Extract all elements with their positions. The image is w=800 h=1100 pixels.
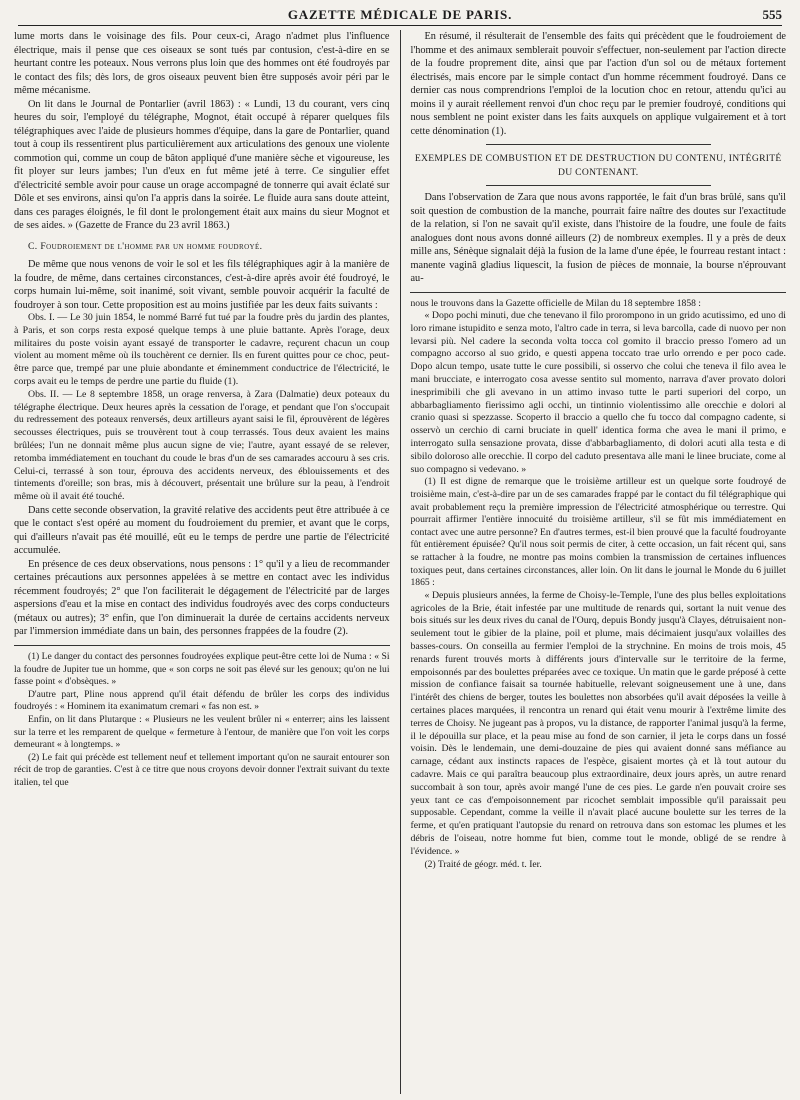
paragraph: On lit dans le Journal de Pontarlier (avril 1863) : « Lundi, 13 du courant, vers cinq heures du soir, l'employé du télégraphe, Mognot, était occupé à réparer quelques fils télégraphiques avec l'aide de plusieurs hommes d'équipe, dans la gare de Pontarlier, quand tout à coup ils ressentirent plus particulièrement aux articulations des genoux une violente commotion qui, comme un coup de bâton appliqué d'une manière sèche et vigoureuse, les fit ployer sur leurs jambes; l'un d'eux en fut même jeté à terre. Ce singulier effet d'électricité semble avoir pour cause un orage accompagné de tonnerre qui avait éclaté sur Dôle et ses environs, ainsi qu'on l'a appris dans la soirée. Le fluide aura sans doute atteint, dans ces parages éloignés, le fil dont le prolongement était aux mains du sieur Mognot et de ses aides. » (Gazette de France du 23 avril 1863.) [14,98,390,231]
right-column [410,30,786,1094]
footnote-2: (2) Traité de géogr. méd. t. Ier. [424,858,542,870]
footnotes [410,298,786,872]
journal-title: GAZETTE MÉDICALE DE PARIS. [287,7,513,22]
two-column-body [14,30,786,1094]
paragraph: Dans cette seconde observation, la gravité relative des accidents peut être attribuée à ce que le contact s'est opéré au moment du foudroiement du premier, et avant que le corps, qui d'ailleurs n'avait pas été mouillé, eût eu le temps de perdre une partie de l'électricité accumulée. [14,504,390,557]
italian-quotation: « Dopo pochi minuti, due che tenevano il filo prorompono in un grido acutissimo, ed uno di loro rimane istupidito e senza moto, l'altro cade in terra, si leva barcolla, cade di nuovo per non levarsi più. Nel cadere la seconda volta tocca col gomito il braccio presso l'omero ad un compagno accorso al suo grido, e questi appena toccato trae urlo orrendo e per poco cade. Dopo alcun tempo, usate tutte le cure possibili, si osservo che colui che teneva il filo avea le mani brucciate, e interrogato cosa avesse sentito sul momento, narrava d'aver provato dolori inesprimibili che gli avevano in un attimo invaso tutte le parti superiori del corpo, un abbarbagliamento fierissimo agli occhi, un tintinnio violentissimo alle orecchie e dolori al cranio quasi si spezzasse. Scoperto il braccio a quello che fu tocco dal compagno cadente, si osservò un cerchio di carni bruciate in quell' identica forma che avea le mani il primo, e interrogato sulla sensazione provata, disse d'abbarbagliamento, di dolori acuti alla testa e di sibilo doloroso alle orecchie. Il corpo del caduto presentava alle mani le linee bruciate, come al suo compagno si vedevano. » [410,310,786,475]
paragraph: De même que nous venons de voir le sol et les fils télégraphiques agir à la manière de la foudre, de même, dans certaines circonstances, c'est-à-dire après avoir été foudroyé, le corps humain lui-même, soit inanimé, soit vivant, semble pouvoir acquérir la faculté de foudroyer à son tour. Cette proposition est au moins justifiée par les deux faits suivants : [14,259,390,311]
footnote-divider [14,645,390,646]
observation-1: Obs. I. — Le 30 juin 1854, le nommé Barré fut tué par la foudre près du jardin des plantes, à Paris, et son corps resta exposé quelque temps à une pluie battante. Après l'orage, deux militaires du poste voisin ayant essayé de transporter le cadavre, reçurent chacun un coup violent au moment même où ils touchèrent ce dernier. Ils en furent quittes pour ce choc, peut-être parce que, trempé par une pluie abondante et éminemment conductrice de l'électricité, le corps avait eu le temps de perdre une partie du fluide (1). [14,312,390,387]
page-number: 555 [762,7,782,22]
section-heading: C. Foudroiement de l'homme par un homme foudroyé. [28,240,263,252]
observation-2: Obs. II. — Le 8 septembre 1858, un orage renversa, à Zara (Dalmatie) deux poteaux du télégraphe électrique. Deux heures après la cessation de l'orage, et pendant que l'on s'occupait du redressement des poteaux renversés, deux artilleurs ayant saisi le fil, éprouvèrent de légères secousses électriques, puis se trouvèrent tout à coup terrassés. Tous deux avaient les mains brûlées; l'un ne donnait même plus aucun signe de vie; l'autre, ayant essayé de se relever, retomba immédiatement en touchant du coude le bras d'un de ses camarades accouru à ses cris. Celui-ci, terrassé à son tour, éprouva des accidents nerveux, des éblouissements et des tintements d'oreille; son bras, mis à découvert, présentait une brûlure sur la peau, à l'endroit même où il avait été touché. [14,388,390,503]
footnote-1: (1) Il est digne de remarque que le troisième artilleur est un quelque sorte foudroyé de troisième main, c'est-à-dire par un de ses camarades frappé par le contact du fil télégraphique qui avait probablement reçu la première impression de l'électricité atmosphérique ou terrestre. Qui pourrait affirmer l'entière innocuité du troisième artilleur, s'il se fût mis immédiatement en contact avec une autre personne? En d'autres termes, est-il bien prouvé que la faculté foudroyante fût entièrement épuisée? Qu'il nous soit permis de citer, à cette occasion, un fait récent qui, sans se rattacher à la foudre, ne montre pas moins combien la transmission de certaines influences toxiques peut, dans certaines circonstances, aller loin. On lit dans le journal le Monde du 6 juillet 1865 : [410,476,786,589]
section-heading: EXEMPLES DE COMBUSTION ET DE DESTRUCTION DU CONTENU, INTÉGRITÉ DU CONTENANT. [414,153,782,178]
footnote-continuation: nous le trouvons dans la Gazette officielle de Milan du 18 septembre 1858 : [410,297,701,309]
paragraph: Dans l'observation de Zara que nous avons rapportée, le fait d'un bras brûlé, sans qu'il soit question de combustion de la manche, pourrait faire naître des doutes sur l'exactitude de la relation, si l'on ne savait qu'il existe, dans l'histoire de la foudre, une foule de faits analogues dont nous avons donné ailleurs (2) de nombreux exemples. Il y a près de deux mille ans, Sénèque signalait déjà la fusion de la lame d'une épée, le fourreau restant intact : manente vaginâ gladius liquescit, la fusion de pièces de monnaie, la bourse n'éprouvant au- [410,192,786,284]
section-divider [486,185,711,186]
left-column [14,30,390,1094]
footnote-1-continued: D'autre part, Pline nous apprend qu'il était défendu de brûler les corps des individus foudroyés : « Hominem ita exanimatum cremari « fas non est. » [14,688,390,713]
quoted-news-item: « Depuis plusieurs années, la ferme de Choisy-le-Temple, l'une des plus belles exploitations agricoles de la Brie, était infestée par une multitude de renards qui, sortant la nuit venue des bois situés sur les deux rives du canal de l'Ourq, depuis Bondy jusqu'à Clayes, détruisaient non-seulement tout le gibier de la plaine, poil et plume, mais décimaient jusqu'aux volailles des basses-cours. On conseilla au fermier l'emploi de la strychnine. En moins de trois mois, 45 renards furent trouvés morts à différents jours d'intervalle sur le territoire de la ferme, empoisonnés par des boulettes préparées avec ce toxique. Un matin que le garde préposé à cette mission de confiance faisait sa tournée habituelle, relevant soigneusement une à une, dans l'intérêt des chiens de berger, toutes les boulettes non absorbées qu'il avait déposées la veille à certaines places marquées, il rencontra un renard qui était venu mourir à l'extrême limite des terres de Choisy. Ne jugeant pas à propos, vu la distance, de rapporter l'animal jusqu'à la ferme, il le dépouilla sur place, et la peau mise au fond de son carnier, il jeta le corps dans un fossé voisin. Dès le lendemain, une demi-douzaine de pies qui avaient donné sans méfiance au carnage, cédant aux instincts rapaces de l'espèce, gisaient mortes çà et là tout autour du cadavre. Mais ce qui paraîtra beaucoup plus extraordinaire, deux jours après, un autre renard succombait à son tour, après avoir mangé l'une de ces pies. Le garde n'en pouvait croire ses yeux tant ce cas d'empoisonnement par ricochet semblait impossible qu'il paraissait peu supposable. Cependant, comme la veille il n'avait placé aucune boulette sur les terres de la ferme, et qu'en pratiquant l'autopsie du renard on retrouva dans son estomac les plumes et les débris de l'oiseau, notre homme fut bien, comme tout le monde, obligé de se rendre à l'évidence. » [410,589,786,857]
footnotes [14,651,390,790]
running-head [18,6,782,26]
footnote-1: (1) Le danger du contact des personnes foudroyées explique peut-être cette loi de Numa : « Si la foudre de Jupiter tue un homme, que « son corps ne soit pas élevé sur les genoux; qu'on ne lui fasse point « d'obsèques. » [14,650,390,688]
column-divider [400,30,401,1094]
section-divider [486,144,711,145]
footnote-1-continued: Enfin, on lit dans Plutarque : « Plusieurs ne les veulent brûler ni « enterrer; ains les laissent sur la terre et les remparent de quelque « fermeture à l'entour, de manière que l'on voit les corps demeurant « à longtemps. » [14,713,390,751]
footnote-divider [410,292,786,293]
paragraph: En présence de ces deux observations, nous pensons : 1° qu'il y a lieu de recommander certaines précautions aux personnes appelées à se mettre en contact avec les individus récemment foudroyés; 2° que l'on faciliterait le dégagement de l'électricité par de larges aspersions d'eau et la mise en contact des individus foudroyés avec des corps conducteurs (métaux ou autres); 3° enfin, que l'on diminuerait la durée de certains accidents nerveux par l'immersion immédiate dans un bain, des personnes frappées de la foudre (2). [14,558,390,638]
paragraph: En résumé, il résulterait de l'ensemble des faits qui précèdent que le foudroiement de l'homme et des animaux semblerait pouvoir s'effectuer, non-seulement par l'action directe de la foudre proprement dite, ainsi que par l'action d'un sol ou de métaux fortement électrisés, mais encore par le simple contact d'un homme récemment foudroyé. Dans ce dernier cas nous comprendrions l'emploi de la locution choc en retour, attendu qu'ici au moins il y aurait réellement renvoi d'un choc reçu par le premier foudroyé, conditions qui nous semblent ne point exister dans les faits auxquels on applique vulgairement et à tort cette dénomination (1). [410,31,786,137]
paragraph: lume morts dans le voisinage des fils. Pour ceux-ci, Arago n'admet plus l'influence électrique, mais il pense que ces oiseaux se sont tués par contusion, c'est-à-dire en se heurtant contre les poteaux. Nous verrons plus loin que des hommes ont été foudroyés par le contact des fils; dès lors, de gros oiseaux peuvent bien être supposés avoir péri par le même mécanisme. [14,31,390,96]
footnote-2: (2) Le fait qui précède est tellement neuf et tellement important qu'on ne saurait entourer son récit de trop de garanties. C'est à ce titre que nous croyons devoir donner l'extrait suivant du texte italien, tel que [14,751,390,788]
